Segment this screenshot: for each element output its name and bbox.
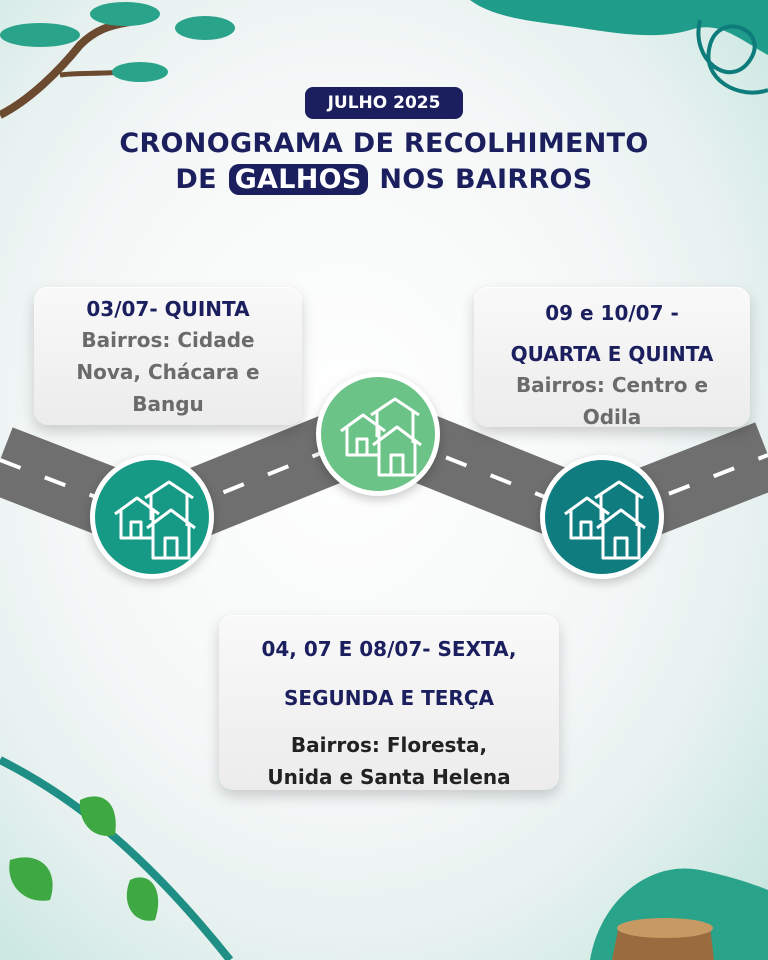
card3-line2: Unida e Santa Helena [267,765,511,789]
month-badge: JULHO 2025 [305,87,463,119]
card2-line2: Odila [582,405,642,429]
leaf [80,796,116,836]
schedule-node-1 [90,455,214,579]
card1-date: 03/07- QUINTA [86,297,250,321]
title-pre: DE [175,164,217,195]
houses-icon [559,476,651,562]
houses-icon [335,393,427,479]
card3-line1: Bairros: Floresta, [290,733,488,757]
card3-date-line2: SEGUNDA E TERÇA [284,686,494,710]
schedule-card-2 [474,287,750,427]
card2-date-line2: QUARTA E QUINTA [510,342,714,366]
card2-date-line1: 09 e 10/07 - [545,301,679,325]
houses-icon [109,476,201,562]
card1-line2: Nova, Chácara e [76,360,260,384]
page-title-line2 [0,164,768,195]
card1-line1: Bairros: Cidade [81,328,255,352]
card2-line1: Bairros: Centro e [515,373,709,397]
foliage [0,23,80,47]
card3-date-line1: 04, 07 E 08/07- SEXTA, [261,637,517,661]
title-highlight: GALHOS [229,164,368,195]
title-post: NOS BAIRROS [379,164,593,195]
page-title-line1: CRONOGRAMA DE RECOLHIMENTO [119,128,649,159]
schedule-card-3 [219,615,559,790]
schedule-node-3 [540,455,664,579]
schedule-card-1 [34,287,302,425]
schedule-node-2 [316,372,440,496]
card1-line3: Bangu [132,392,204,416]
